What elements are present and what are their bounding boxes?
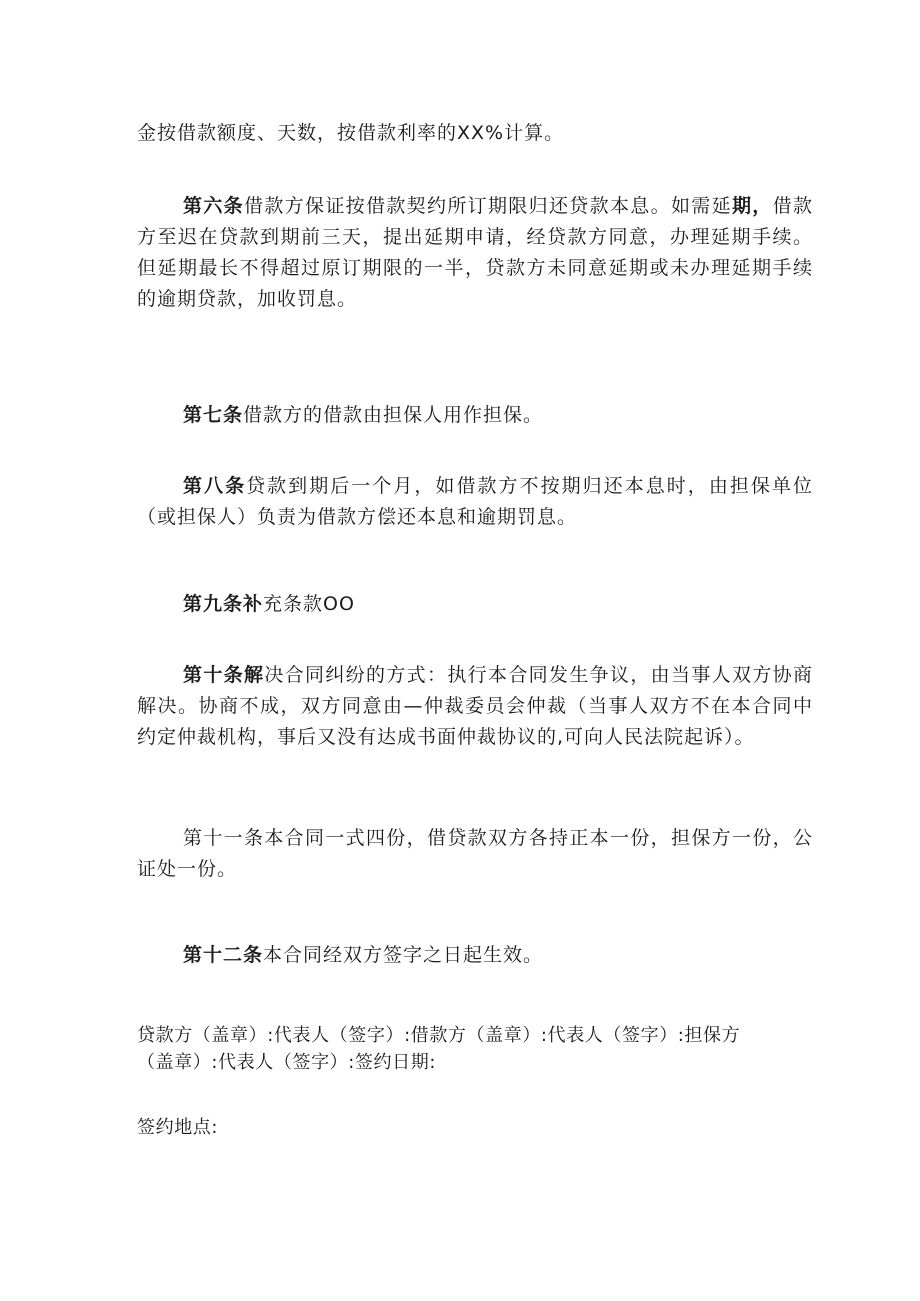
signature-line-1: 贷款方（盖章）:代表人（签字）:借款方（盖章）:代表人（签字）:担保方 (137, 1025, 741, 1046)
paragraph-continuation (137, 118, 813, 149)
article-10 (137, 660, 813, 753)
article-11-text: 第十一条本合同一式四份，借贷款双方各持正本一份，担保方一份，公证处一份。 (137, 827, 813, 880)
article-11 (137, 823, 813, 885)
article-9-heading: 第九条补 (183, 593, 264, 615)
article-12-text: 本合同经双方签字之日起生效。 (263, 944, 544, 966)
article-10-text: 决合同纠纷的方式：执行本合同发生争议，由当事人双方协商解决。协商不成，双方同意由—仲裁委员会仲裁（当事人双方不在本合同中约定仲裁机构，事后又没有达成书面仲裁协议的,可向人民法院起诉）。 (137, 664, 813, 748)
article-8 (137, 471, 813, 533)
article-9 (137, 589, 813, 620)
article-12-heading: 第十二条 (183, 944, 264, 966)
article-7 (137, 400, 813, 431)
signature-line-2: （盖章）:代表人（签字）:签约日期: (137, 1052, 436, 1073)
article-6-text-a: 借款方保证按借款契约所订期限归还贷款本息。如需延 (244, 195, 732, 217)
signature-block (137, 1022, 813, 1076)
signing-place (137, 1114, 813, 1141)
article-8-text: 贷款到期后一个月，如借款方不按期归还本息时，由担保单位（或担保人）负责为借款方偿还本息和逾期罚息。 (137, 475, 813, 528)
article-7-text: 借款方的借款由担保人用作担保。 (243, 404, 544, 426)
article-9-text: 充条款OO (263, 593, 355, 615)
article-6-heading-b: 期， (731, 195, 773, 217)
article-7-heading: 第七条 (183, 404, 244, 426)
signing-place-text: 签约地点: (137, 1117, 219, 1138)
article-6-text-b: 借款方至迟在贷款到期前三天，提出延期申请，经贷款方同意，办理延期手续。但延期最长不得超过原订期限的一半，贷款方未同意延期或未办理延期手续的逾期贷款，加收罚息。 (137, 195, 813, 310)
article-12 (137, 940, 813, 971)
article-10-heading: 第十条解 (183, 664, 265, 686)
article-6 (137, 191, 813, 315)
article-8-heading: 第八条 (183, 475, 247, 497)
article-6-heading: 第六条 (183, 195, 244, 217)
continuation-text: 金按借款额度、天数，按借款利率的XX%计算。 (137, 122, 565, 144)
